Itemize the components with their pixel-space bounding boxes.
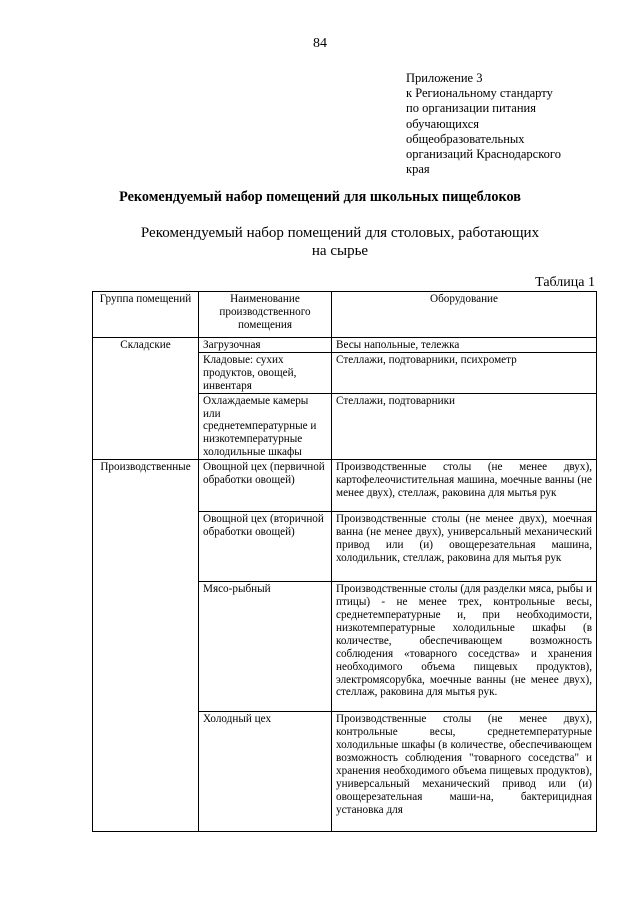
room-cell: Холодный цех	[199, 712, 332, 832]
equipment-cell: Производственные столы (не менее двух), картофелеочистительная машина, моечные ванны (не менее двух), стеллаж, раковина для мытья рук	[332, 460, 597, 512]
room-cell: Охлаждаемые камеры или среднетемпературные и низкотемпературные холодильные шкафы	[199, 393, 332, 460]
header-room: Наименование производственного помещения	[199, 292, 332, 338]
equipment-cell: Производственные столы (не менее двух), контрольные весы, среднетемпературные холодильные шкафы (в количестве, обеспечивающем возможность соблюдения "товарного соседства" и хранения необходимого объема пищевых продуктов), универсальный механический привод или (и) овощерезательная маши-на, бактерицидная установка для	[332, 712, 597, 832]
table-caption: Таблица 1	[535, 275, 595, 290]
header-equipment: Оборудование	[332, 292, 597, 338]
table-header-row	[93, 292, 597, 338]
equipment-cell: Весы напольные, тележка	[332, 338, 597, 353]
page-number: 84	[313, 36, 327, 51]
rooms-table-body	[93, 338, 597, 832]
appendix-line: к Региональному стандарту	[406, 86, 553, 101]
room-cell: Овощной цех (вторичной обработки овощей)	[199, 512, 332, 582]
equipment-cell: Стеллажи, подтоварники	[332, 393, 597, 460]
main-title: Рекомендуемый набор помещений для школьных пищеблоков	[119, 189, 521, 205]
equipment-cell: Производственные столы (для разделки мяса, рыбы и птицы) - не менее трех, контрольные весы, среднетемпературные и, при необходимости, низкотемпературные холодильные шкафы (в количестве, обеспечивающем возможность соблюдения «товарного соседства» и хранения необходимого объема пищевых продуктов), электромясорубка, моечные ванны (не менее двух), стеллаж, раковина для мытья рук.	[332, 582, 597, 712]
room-cell: Кладовые: сухих продуктов, овощей, инвентаря	[199, 352, 332, 393]
subtitle: Рекомендуемый набор помещений для столовых, работающих на сырье	[140, 225, 540, 259]
room-cell: Загрузочная	[199, 338, 332, 353]
room-cell: Мясо-рыбный	[199, 582, 332, 712]
appendix-line: организаций Краснодарского	[406, 147, 561, 162]
appendix-line: обучающихся	[406, 116, 480, 131]
appendix-line: по организации питания	[406, 101, 536, 116]
appendix-note	[406, 71, 606, 177]
room-cell: Овощной цех (первичной обработки овощей)	[199, 460, 332, 512]
appendix-line: края	[406, 162, 430, 177]
table-row	[93, 460, 597, 512]
equipment-cell: Стеллажи, подтоварники, психрометр	[332, 352, 597, 393]
group-cell: Складские	[93, 338, 199, 460]
group-cell: Производственные	[93, 460, 199, 832]
table-row	[93, 338, 597, 353]
appendix-line: общеобразовательных	[406, 131, 525, 146]
appendix-line: Приложение 3	[406, 71, 483, 85]
equipment-cell: Производственные столы (не менее двух), моечная ванна (не менее двух), универсальный механический привод или (и) овощерезательная машина, холодильник, стеллаж, раковина для мытья рук	[332, 512, 597, 582]
rooms-table	[92, 291, 597, 832]
header-group: Группа помещений	[93, 292, 199, 338]
